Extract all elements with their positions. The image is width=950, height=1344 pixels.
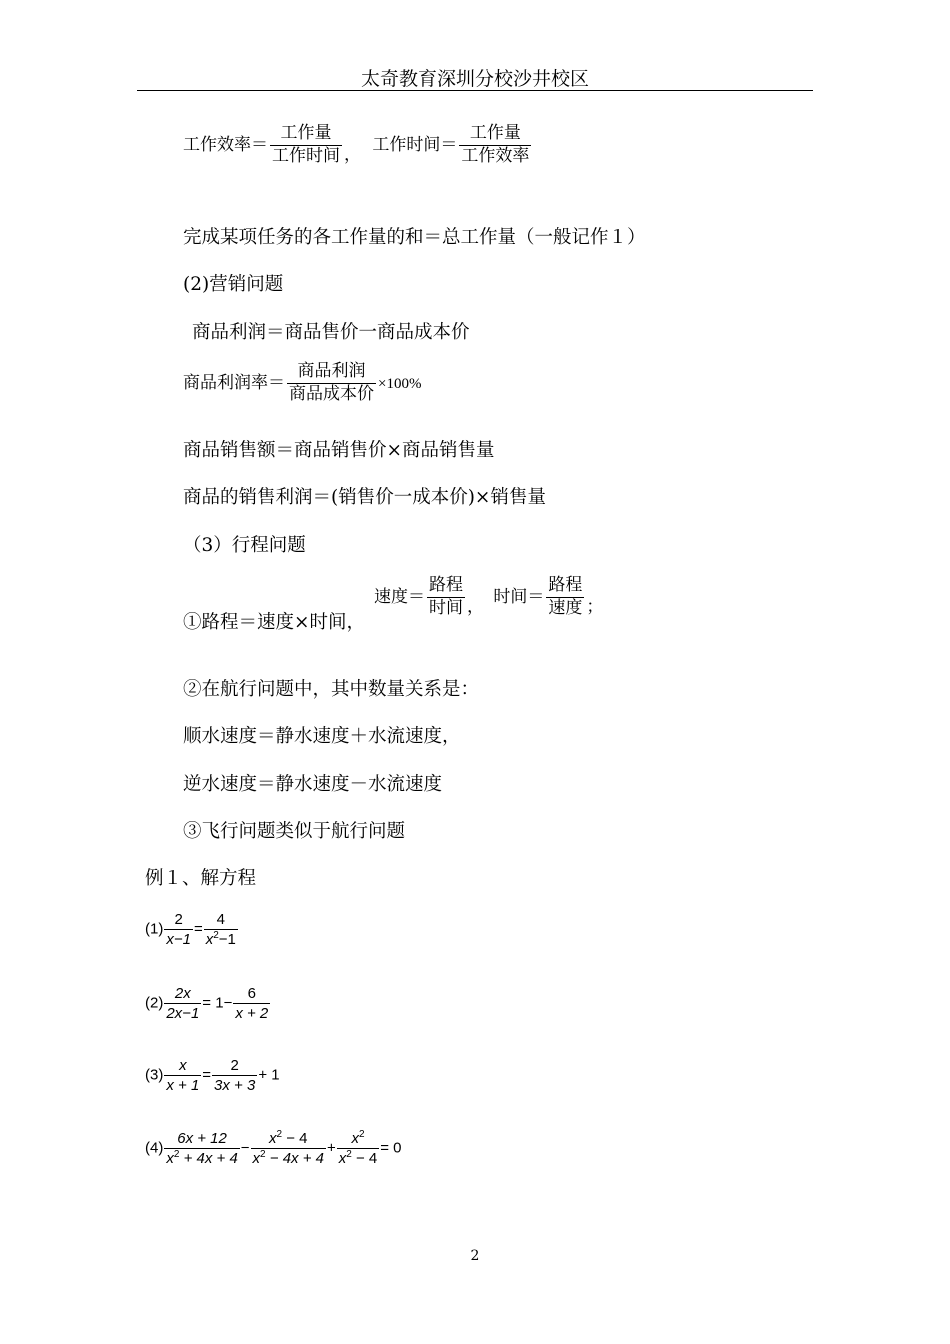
variable: x	[252, 1150, 261, 1168]
tail-term: + 1	[258, 1066, 280, 1084]
navigation-line: ②在航行问题中，其中数量关系是：	[183, 679, 480, 700]
fraction-denominator	[164, 1148, 239, 1167]
fraction	[337, 1130, 380, 1168]
fraction-denominator: 商品成本价	[289, 383, 374, 404]
denominator-text: x−1	[166, 931, 191, 949]
work-time-fraction	[459, 124, 531, 166]
equation-label: (3)	[145, 1066, 164, 1084]
time-fraction	[546, 576, 584, 618]
profit-rate-fraction	[287, 362, 376, 404]
equation-label: (1)	[145, 920, 164, 938]
fraction-numerator	[175, 1130, 229, 1148]
example-title: 例１、解方程	[145, 868, 257, 889]
numerator-text: 2x	[174, 985, 191, 1002]
numerator-rest: − 4	[282, 1130, 308, 1147]
percent-tail: ×100%	[378, 376, 422, 393]
variable: x	[269, 1130, 277, 1147]
fraction-numerator: 6	[247, 985, 256, 1002]
fraction-numerator: 路程	[429, 575, 463, 595]
variable: x	[166, 1150, 174, 1168]
flight-line: ③飞行问题类似于航行问题	[183, 821, 406, 842]
speed-label: 速度＝	[374, 587, 425, 608]
fraction-denominator: 工作时间	[272, 145, 340, 166]
denominator-rest: − 4x + 4	[265, 1150, 324, 1168]
equation-1	[145, 911, 239, 949]
work-efficiency-fraction	[270, 124, 342, 166]
profit-rate-formula	[183, 362, 421, 404]
fraction	[212, 1057, 257, 1095]
variable: x	[205, 931, 214, 949]
equation-3	[145, 1057, 280, 1095]
fraction-numerator: 2	[230, 1057, 239, 1074]
section-travel-heading: （3）行程问题	[183, 535, 306, 556]
total-work-line: 完成某项任务的各工作量的和＝总工作量（一般记作１）	[183, 227, 646, 248]
equation-2	[145, 985, 271, 1023]
equation-label: (2)	[145, 994, 164, 1012]
section-sales-heading: (2)营销问题	[183, 274, 284, 295]
fraction-denominator	[337, 1148, 380, 1167]
semicolon: ；	[586, 597, 604, 618]
fraction-numerator	[267, 1130, 310, 1148]
denominator-text: x + 2	[235, 1005, 269, 1023]
fraction-denominator	[164, 1003, 201, 1022]
profit-line: 商品利润＝商品售价一商品成本价	[192, 322, 470, 343]
denominator-text: 3x + 3	[214, 1077, 256, 1095]
fraction-denominator	[251, 1148, 326, 1167]
equals-sign: =	[202, 1066, 212, 1084]
fraction	[204, 911, 238, 949]
fraction-denominator: 时间	[429, 597, 463, 618]
equation-4	[145, 1130, 402, 1168]
variable: x	[351, 1130, 359, 1147]
time-label: 时间＝	[493, 587, 545, 608]
fraction-denominator	[212, 1075, 257, 1094]
comma: ，	[467, 597, 484, 618]
plus-sign: +	[326, 1139, 336, 1157]
profit-rate-label: 商品利润率＝	[183, 373, 285, 394]
fraction-numerator: 工作量	[469, 123, 521, 143]
fraction	[164, 1057, 201, 1095]
exponent: 2	[173, 1149, 180, 1161]
travel-lead: ①路程＝速度×时间，	[183, 612, 366, 633]
fraction-numerator: 商品利润	[297, 361, 366, 381]
fraction	[251, 1130, 326, 1168]
denominator-text: x + 1	[166, 1077, 200, 1095]
denominator-text: 2x−1	[166, 1005, 200, 1023]
work-time-label: 工作时间＝	[372, 135, 458, 156]
fraction-numerator	[177, 1057, 189, 1075]
fraction-denominator	[164, 929, 193, 948]
fraction-denominator: 速度	[548, 597, 583, 618]
speed-fraction	[427, 576, 465, 618]
header-rule	[137, 90, 813, 91]
minus-sign: −	[240, 1139, 250, 1157]
exponent: 2	[276, 1129, 283, 1140]
exponent: 2	[358, 1129, 365, 1140]
separator: ，	[344, 145, 361, 166]
fraction-numerator: 路程	[548, 575, 583, 595]
page-header: 太奇教育深圳分校沙井校区	[360, 68, 589, 90]
fraction	[164, 911, 193, 949]
downstream-line: 顺水速度＝静水速度＋水流速度，	[183, 726, 461, 747]
fraction-denominator	[204, 929, 238, 948]
fraction	[164, 985, 201, 1023]
fraction	[233, 985, 270, 1023]
fraction-denominator: 工作效率	[461, 145, 530, 166]
upstream-line: 逆水速度＝静水速度－水流速度	[183, 774, 443, 795]
denominator-rest: −1	[218, 931, 236, 949]
travel-speed-formula	[374, 576, 603, 618]
fraction	[164, 1130, 239, 1168]
variable: x	[338, 1150, 347, 1168]
fraction-numerator: 工作量	[280, 123, 332, 143]
sales-profit-line: 商品的销售利润＝(销售价一成本价)×销售量	[183, 487, 546, 508]
sales-amount-line: 商品销售额＝商品销售价×商品销售量	[183, 440, 495, 461]
fraction-numerator: 2	[174, 911, 183, 928]
fraction-numerator	[173, 985, 193, 1003]
denominator-rest: + 4x + 4	[179, 1150, 238, 1168]
fraction-denominator	[164, 1075, 201, 1094]
fraction-numerator: 4	[216, 911, 225, 928]
work-formulas	[183, 124, 533, 166]
work-efficiency-label: 工作效率＝	[183, 135, 268, 156]
exponent: 2	[213, 930, 219, 942]
numerator-text: x	[179, 1057, 187, 1074]
exponent: 2	[346, 1149, 352, 1161]
equation-label: (4)	[145, 1139, 164, 1157]
fraction-denominator	[233, 1003, 270, 1022]
tail-term: = 0	[380, 1139, 402, 1157]
equals-sign: =	[193, 920, 203, 938]
page-number: 2	[470, 1248, 480, 1264]
denominator-rest: − 4	[351, 1150, 378, 1168]
fraction-numerator	[349, 1130, 366, 1148]
exponent: 2	[260, 1149, 266, 1161]
middle-terms: = 1−	[202, 994, 233, 1012]
numerator-text: 6x + 12	[177, 1130, 227, 1147]
